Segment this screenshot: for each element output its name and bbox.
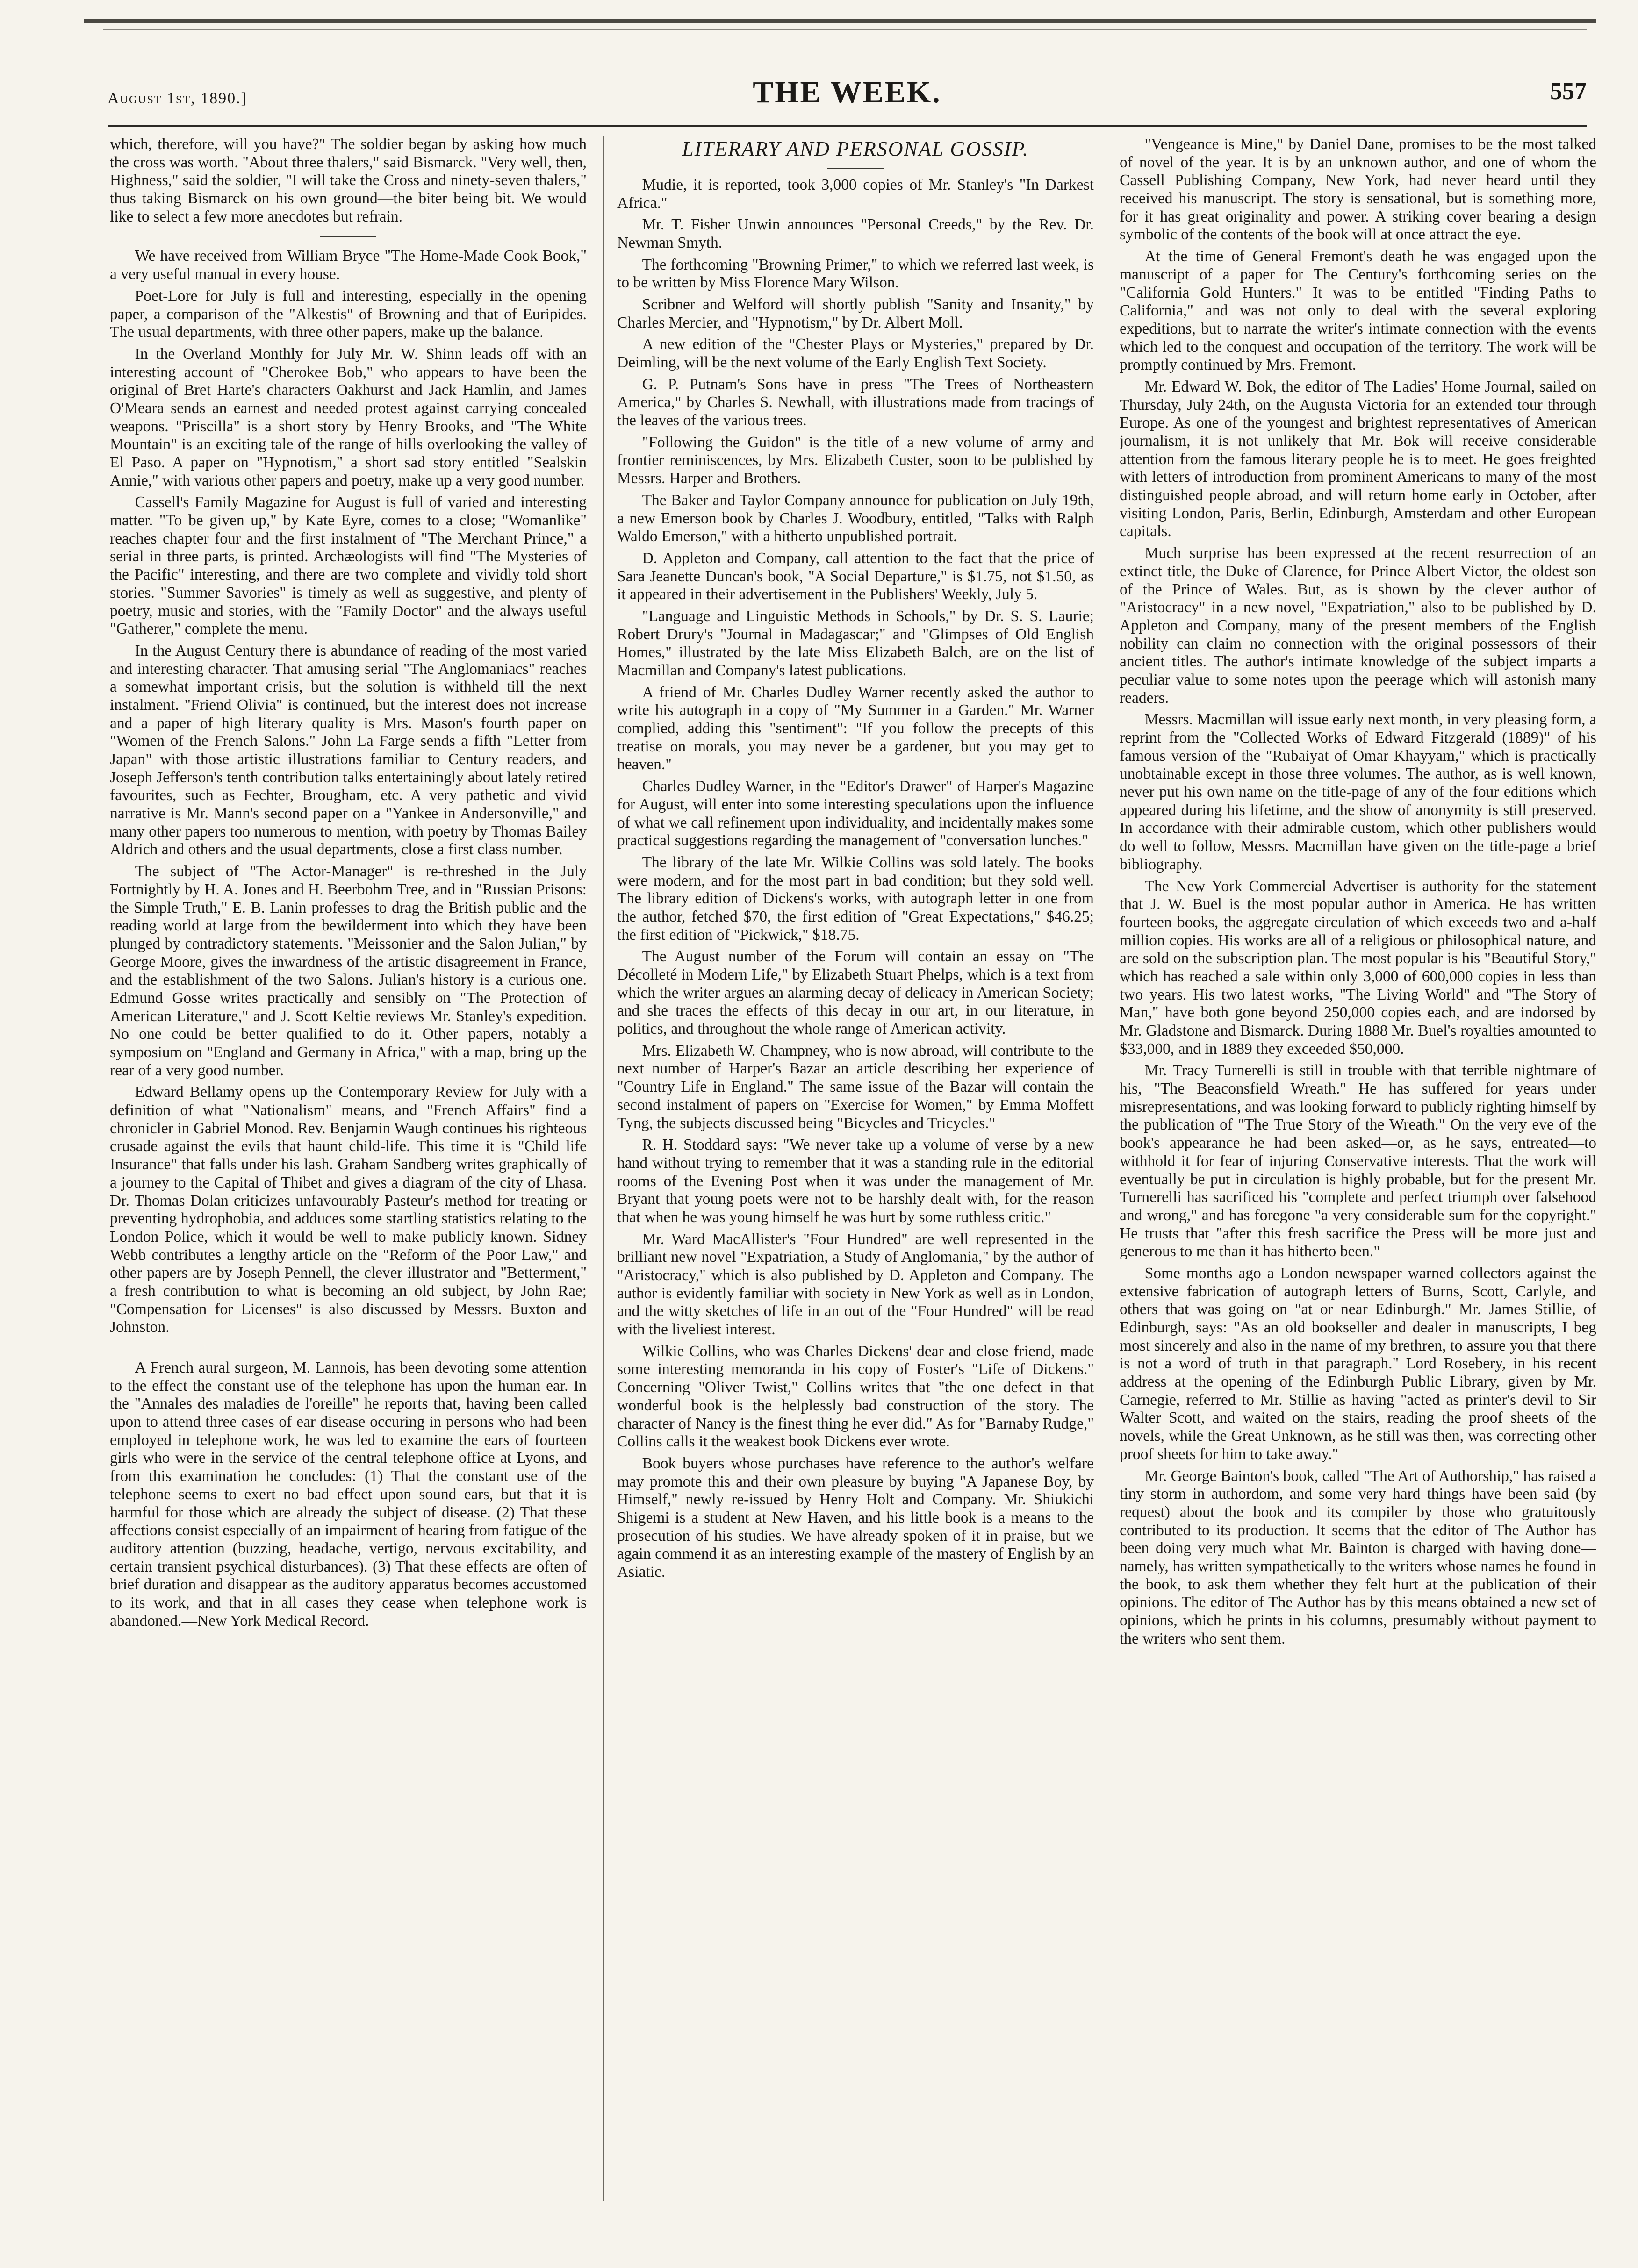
gossip-item: Mrs. Elizabeth W. Champney, who is now abroad, will contribute to the next number of Harper's Bazar an article describing her experience of "Country Life in England." The same issue of the Bazar will contain the second instalment of papers on "Exercise for Women," by Emma Moffett Tyng, the subjects discussed being "Bicycles and Tricycles." <box>617 1042 1094 1132</box>
gossip-item: "Language and Linguistic Methods in Schools," by Dr. S. S. Laurie; Robert Drury's "Journal in Madagascar;" and "Glimpses of Old English Homes," illustrated by the late Miss Elizabeth Balch, are on the list of Macmillan and Company's latest publications. <box>617 607 1094 679</box>
column-right <box>1120 136 1596 2201</box>
page-header <box>108 70 1587 117</box>
gossip-item: G. P. Putnam's Sons have in press "The Trees of Northeastern America," by Charles S. Newhall, with illustrations made from tracings of the leaves of the various trees. <box>617 375 1094 429</box>
gossip-item: The forthcoming "Browning Primer," to which we referred last week, is to be written by Miss Florence Mary Wilson. <box>617 256 1094 292</box>
article-paragraph: A French aural surgeon, M. Lannois, has been devoting some attention to the effect the constant use of the telephone has upon the human ear. In the "Annales des maladies de l'oreille" he reports that, having been called upon to attend three cases of ear disease occuring in persons who had been employed in telephone work, he was led to examine the ears of fourteen girls who were in the service of the central telephone office at Lyons, and from this examination he concludes: (1) That the constant use of the telephone seems to exert no bad effect upon sound ears, but that it is harmful for those which are already the subject of disease. (2) That these affections consist especially of an impairment of hearing from fatigue of the auditory attention (buzzing, headache, vertigo, nervous excitability, and certain transient psychical disturbances). (3) That these effects are often of brief duration and disappear as the auditory apparatus becomes accustomed to its work, and that in all cases they cease when telephone work is abandoned.—New York Medical Record. <box>110 1359 587 1630</box>
gossip-item: Mr. George Bainton's book, called "The Art of Authorship," has raised a tiny storm in authordom, and some very hard things have been said (by request) about the book and its compiler by those who gratuitously contributed to its production. It seems that the editor of The Author has been doing very much what Mr. Bainton is charged with having done—namely, has written sympathetically to the writers whose names he found in the book, to ask them whether they felt hurt at the publication of their opinions. The editor of The Author has by this means obtained a new set of opinions, which he prints in his columns, presumably without payment to the writers who sent them. <box>1120 1467 1596 1647</box>
gossip-item: "Vengeance is Mine," by Daniel Dane, promises to be the most talked of novel of the year. It is by an unknown author, and one of whom the Cassell Publishing Company, New York, had never heard until they received his manuscript. The story is sensational, but is something more, for it has great originality and power. A striking cover bearing a design symbolic of the contents of the book will at once attract the eye. <box>1120 136 1596 243</box>
article-paragraph: which, therefore, will you have?" The soldier began by asking how much the cross was worth. "About three thalers," said Bismarck. "Very well, then, Highness," said the soldier, "I will take the Cross and ninety-seven thalers," thus taking Bismarck on his own ground—the biter being bit. We would like to select a few more anecdotes but refrain. <box>110 136 587 225</box>
gossip-item: Messrs. Macmillan will issue early next month, in very pleasing form, a reprint from the "Collected Works of Edward Fitzgerald (1889)" of his famous version of the "Rubaiyat of Omar Khayyam," which is practically unobtainable except in those three volumes. The author, as is well known, never put his own name on the title-page of any of the four editions which appeared during his lifetime, and the show of anonymity is still preserved. In accordance with their admirable custom, which other publishers would do well to follow, Messrs. Macmillan have given on the title-page a brief bibliography. <box>1120 711 1596 873</box>
gossip-item: Some months ago a London newspaper warned collectors against the extensive fabrication of autograph letters of Burns, Scott, Carlyle, and others that was going on "at or near Edinburgh." Mr. James Stillie, of Edinburgh, says: "As an old bookseller and dealer in manuscripts, I beg most sincerely and also in the name of my brethren, to assure you that there is not a word of truth in that paragraph." Lord Rosebery, in his recent address at the opening of the Edinburgh Public Library, given by Mr. Carnegie, referred to Mr. Stillie as having "acted as printer's devil to Sir Walter Scott, and waited on the stairs, reading the proof sheets of the novels, while the Great Unknown, as he still was then, was correcting other proof sheets for him to take away." <box>1120 1264 1596 1463</box>
gossip-item: Wilkie Collins, who was Charles Dickens' dear and close friend, made some interesting memoranda in his copy of Foster's "Life of Dickens." Concerning "Oliver Twist," Collins writes that "the one defect in that wonderful book is the helplessly bad construction of the story. The character of Nancy is the finest thing he ever did." As for "Barnaby Rudge," Collins calls it the weakest book Dickens ever wrote. <box>617 1342 1094 1451</box>
gossip-item: A friend of Mr. Charles Dudley Warner recently asked the author to write his autograph in a copy of "My Summer in a Garden." Mr. Warner complied, adding this "sentiment": "If you follow the precepts of this treatise on morals, you may never be a gardener, but you may get to heaven." <box>617 683 1094 773</box>
top-border-rule <box>84 19 1596 23</box>
gossip-item: Mr. Tracy Turnerelli is still in trouble with that terrible nightmare of his, "The Beaconsfield Wreath." He has suffered for years under misrepresentations, and was looking forward to publicly righting himself by the publication of "The True Story of the Wreath." On the very eve of the book's appearance he had been asked—or, as he says, entreated—to withhold it for fear of injuring Conservative interests. That the work will eventually be put in circulation is highly probable, but for the present Mr. Turnerelli has sacrificed his "complete and perfect triumph over falsehood and wrong," and has foregone "a very considerable sum for the copyright." He trusts that "after this fresh sacrifice the Press will be more just and generous to me than it has hitherto been." <box>1120 1062 1596 1260</box>
issue-date: August 1st, 1890.] <box>108 90 247 107</box>
gossip-item: Scribner and Welford will shortly publish "Sanity and Insanity," by Charles Mercier, and "Hypnotism," by Dr. Albert Moll. <box>617 295 1094 331</box>
gossip-item: Mr. Ward MacAllister's "Four Hundred" are well represented in the brilliant new novel "Expatriation, a Study of Anglomania," by the author of "Aristocracy," which is also published by D. Appleton and Company. The author is evidently familiar with society in New York as well as in London, and the witty sketches of life in an out of the "Four Hundred" will be read with the liveliest interest. <box>617 1230 1094 1338</box>
column-middle <box>617 136 1094 2201</box>
article-paragraph: Cassell's Family Magazine for August is full of varied and interesting matter. "To be given up," by Kate Eyre, comes to a close; "Womanlike" reaches chapter four and the first instalment of "The Merchant Prince," a serial in three parts, is printed. Archæologists will find "The Mysteries of the Pacific" interesting, and there are two complete and vividly told short stories. "Summer Savories" is timely as well as suggestive, and plenty of poetry, music and stories, with the "Family Doctor" and the always useful "Gatherer," complete the menu. <box>110 494 587 638</box>
gossip-item: Charles Dudley Warner, in the "Editor's Drawer" of Harper's Magazine for August, will enter into some interesting speculations upon the influence of what we call refinement upon individuality, and incidentally makes some practical suggestions regarding the management of "conversation lunches." <box>617 778 1094 850</box>
gossip-item: A new edition of the "Chester Plays or Mysteries," prepared by Dr. Deimling, will be the next volume of the Early English Text Society. <box>617 336 1094 371</box>
gossip-item: The Baker and Taylor Company announce for publication on July 19th, a new Emerson book by Charles J. Woodbury, entitled, "Talks with Ralph Waldo Emerson," with a hitherto unpublished portrait. <box>617 491 1094 545</box>
column-divider <box>603 136 604 2201</box>
article-paragraph: In the Overland Monthly for July Mr. W. Shinn leads off with an interesting account of "Cherokee Bob," who appears to have been the original of Bret Harte's characters Oakhurst and Jack Hamlin, and James O'Meara sends an earnest and needed protest against carrying concealed weapons. "Priscilla" is a short story by Henry Brooks, and "The White Mountain" is an exciting tale of the range of hills overlooking the valley of El Paso. A paper on "Hypnotism," a short sad story entitled "Sealskin Annie," with various other papers and poetry, make up a very good number. <box>110 345 587 489</box>
gossip-item: D. Appleton and Company, call attention to the fact that the price of Sara Jeanette Duncan's book, "A Social Departure," is $1.75, not $1.50, as it appeared in their advertisement in the Publishers' Weekly, July 5. <box>617 549 1094 603</box>
gossip-item: "Following the Guidon" is the title of a new volume of army and frontier reminiscences, by Mrs. Elizabeth Custer, soon to be published by Messrs. Harper and Brothers. <box>617 433 1094 487</box>
header-rule <box>108 125 1587 127</box>
page-number: 557 <box>1550 78 1587 105</box>
section-gap <box>110 1340 587 1359</box>
gossip-item: Much surprise has been expressed at the recent resurrection of an extinct title, the Duke of Clarence, for Prince Albert Victor, the oldest son of the Prince of Wales. But, as is shown by the clever author of "Aristocracy" in a new novel, "Expatriation," also to be published by D. Appleton and Company, many of the present members of the English nobility can claim no connection with the original possessors of their ancient titles. The author's intimate knowledge of the subject imparts a peculiar value to some notes upon the peerage which will astonish many readers. <box>1120 544 1596 707</box>
article-paragraph: In the August Century there is abundance of reading of the most varied and interesting character. That amusing serial "The Anglomaniacs" reaches a somewhat important crisis, but the solution is withheld till the next instalment. "Friend Olivia" is continued, but the interest does not increase and a paper of high literary quality is Mrs. Mason's fourth paper on "Women of the French Salons." John La Farge sends a fifth "Letter from Japan" with those artistic illustrations familiar to Century readers, and Joseph Jefferson's tenth contribution talks entertainingly about lately retired favourites, such as Fechter, Brougham, etc. A very pathetic and vivid narrative is Mr. Mann's second paper on a "Yankee in Andersonville," and many other papers too numerous to mention, with poetry by Thomas Bailey Aldrich and others and the usual departments, close a first class number. <box>110 642 587 859</box>
column-left <box>110 136 587 2201</box>
gossip-item: Mudie, it is reported, took 3,000 copies of Mr. Stanley's "In Darkest Africa." <box>617 176 1094 212</box>
gossip-item: Mr. T. Fisher Unwin announces "Personal Creeds," by the Rev. Dr. Newman Smyth. <box>617 216 1094 251</box>
gossip-item: The library of the late Mr. Wilkie Collins was sold lately. The books were modern, and for the most part in bad condition; but they sold well. The library edition of Dickens's works, with autograph letter in one from the author, fetched $70, the first edition of "Great Expectations," $46.25; the first edition of "Pickwick," $18.75. <box>617 853 1094 944</box>
top-border-rule-thin <box>103 29 1587 30</box>
gossip-item: At the time of General Fremont's death he was engaged upon the manuscript of a paper for The Century's forthcoming series on the "California Gold Hunters." It was to be entitled "Finding Paths to California," and was not only to deal with the several exploring expeditions, but to narrate the writer's intimate connection with the events which led to the conquest and occupation of the territory. The work will be promptly continued by Mrs. Fremont. <box>1120 248 1596 374</box>
gossip-item: R. H. Stoddard says: "We never take up a volume of verse by a new hand without trying to remember that it was a standing rule in the editorial rooms of the Evening Post when it was under the management of Mr. Bryant that young poets were not to be harshly dealt with, for the reason that when he was young himself he was hurt by some ruthless critic." <box>617 1136 1094 1226</box>
masthead-title: THE WEEK. <box>753 75 941 109</box>
gossip-item: The New York Commercial Advertiser is authority for the statement that J. W. Buel is the most popular author in America. He has written fourteen books, the aggregate circulation of which exceeds two and a-half million copies. His works are all of a religious or philosophical nature, and are sold on the subscription plan. The most popular is his "Beautiful Story," which has reached a sale within only 3,000 of 600,000 copies in less than two years. His two latest works, "The Living World" and "The Story of Man," have both gone beyond 250,000 copies each, and are indorsed by Mr. Gladstone and Bismarck. During 1888 Mr. Buel's royalties amounted to $33,000, and in 1889 they exceeded $50,000. <box>1120 877 1596 1058</box>
section-heading: LITERARY AND PERSONAL GOSSIP. <box>682 137 1029 160</box>
heading-rule <box>827 168 884 169</box>
gossip-item: The August number of the Forum will contain an essay on "The Décolleté in Modern Life," by Elizabeth Stuart Phelps, which is a text from which the writer argues an alarming decay of delicacy in American Society; and she traces the effects of this decay in our art, in our literature, in politics, and throughout the whole range of American activity. <box>617 948 1094 1038</box>
article-paragraph: Edward Bellamy opens up the Contemporary Review for July with a definition of what "Nationalism" means, and "French Affairs" find a chronicler in Gabriel Monod. Rev. Benjamin Waugh continues his righteous crusade against the evils that haunt child-life. This time it is "Child life Insurance" that falls under his lash. Graham Sandberg writes graphically of a journey to the Capital of Thibet and gives a diagram of the city of Lhasa. Dr. Thomas Dolan criticizes unfavourably Pasteur's method for treating or preventing hydrophobia, and adduces some startling statistics relating to the London Police, which it would be well to make publicly known. Sidney Webb contributes a lengthy article on the "Reform of the Poor Law," and other papers are by Joseph Pennell, the clever illustrator and "Betterment," a fresh contribution to what is becoming an old subject, by John Rae; "Compensation for Licenses" is also discussed by Messrs. Buxton and Johnston. <box>110 1083 587 1336</box>
gossip-item: Book buyers whose purchases have reference to the author's welfare may promote this and their own pleasure by buying "A Japanese Boy, by Himself," newly re-issued by Henry Holt and Company. Mr. Shiukichi Shigemi is a student at New Haven, and his little book is a means to the prosecution of his studies. We have already spoken of it in praise, but we again commend it as an interesting example of the mastery of English by an Asiatic. <box>617 1454 1094 1581</box>
section-separator <box>320 236 376 237</box>
article-paragraph: The subject of "The Actor-Manager" is re-threshed in the July Fortnightly by H. A. Jones and H. Beerbohm Tree, and in "Russian Prisons: the Simple Truth," E. B. Lanin professes to drag the British public and the reading world at large from the bewilderment into which they have been plunged by contradictory statements. "Meissonier and the Salon Julian," by George Moore, gives the inwardness of the artistic disagreement in France, and the establishment of the two Salons. Julian's history is a curious one. Edmund Gosse writes practically and sensibly on "The Protection of American Literature," and J. Scott Keltie reviews Mr. Stanley's expedition. No one could be better qualified to do it. Other papers, notably a symposium on "England and Germany in Africa," with a map, bring up the rear of a very good number. <box>110 863 587 1079</box>
article-paragraph: Poet-Lore for July is full and interesting, especially in the opening paper, a comparison of the "Alkestis" of Browning and that of Euripides. The usual departments, with three other papers, make up the balance. <box>110 287 587 341</box>
gossip-item: Mr. Edward W. Bok, the editor of The Ladies' Home Journal, sailed on Thursday, July 24th, on the Augusta Victoria for an extended tour through Europe. As one of the youngest and brightest representatives of American journalism, it is not unlikely that Mr. Bok will receive considerable attention from the famous literary people he is to meet. He goes freighted with letters of introduction from prominent Americans to many of the most distinguished people abroad, and will return home early in October, after visiting London, Paris, Berlin, Edinburgh, Amsterdam and other European capitals. <box>1120 378 1596 540</box>
article-paragraph: We have received from William Bryce "The Home-Made Cook Book," a very useful manual in every house. <box>110 247 587 283</box>
